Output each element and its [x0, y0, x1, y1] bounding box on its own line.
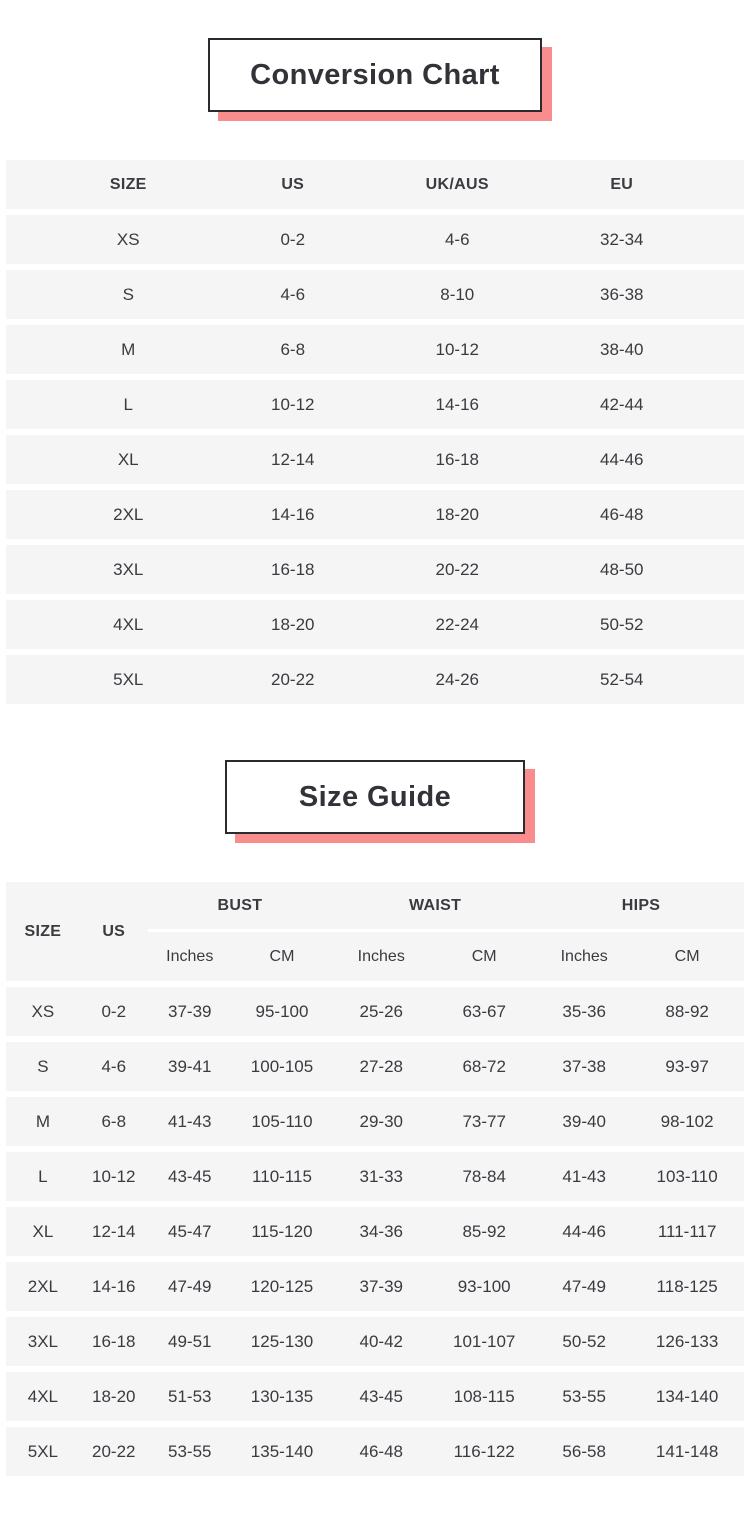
size-cell: 3XL	[113, 560, 144, 579]
value-cell: 47-49	[168, 1277, 212, 1296]
column-header-us: US	[102, 922, 126, 940]
column-header-size: SIZE	[109, 175, 147, 193]
conversion-chart-table	[6, 160, 744, 704]
value-cell: 8-10	[440, 285, 475, 304]
value-cell: 6-8	[280, 340, 306, 359]
value-cell: 78-84	[462, 1167, 506, 1186]
value-cell: 41-43	[562, 1167, 606, 1186]
value-cell: 12-14	[92, 1222, 136, 1241]
value-cell: 93-97	[665, 1057, 709, 1076]
conversion-chart-title: Conversion Chart	[250, 58, 500, 91]
value-cell: 22-24	[435, 615, 479, 634]
value-cell: 52-54	[600, 670, 644, 689]
value-cell: 14-16	[271, 505, 315, 524]
subheader-hips-inches: Inches	[560, 947, 608, 965]
size-guide-title: Size Guide	[298, 780, 452, 813]
conversion-table-row	[6, 545, 744, 594]
size-cell: S	[37, 1057, 49, 1076]
column-group-hips: HIPS	[538, 882, 744, 932]
value-cell: 14-16	[92, 1277, 136, 1296]
value-cell: 31-33	[359, 1167, 403, 1186]
value-cell: 46-48	[600, 505, 644, 524]
value-cell: 120-125	[250, 1277, 314, 1296]
value-cell: 101-107	[452, 1332, 516, 1351]
conversion-chart-title-box	[208, 38, 542, 112]
conversion-table-row	[6, 655, 744, 704]
value-cell: 47-49	[562, 1277, 606, 1296]
value-cell: 53-55	[562, 1387, 606, 1406]
value-cell: 18-20	[92, 1387, 136, 1406]
size-guide-table-row	[6, 1042, 744, 1091]
value-cell: 135-140	[250, 1442, 314, 1461]
value-cell: 25-26	[359, 1002, 403, 1021]
value-cell: 37-39	[168, 1002, 212, 1021]
value-cell: 88-92	[665, 1002, 709, 1021]
value-cell: 126-133	[655, 1332, 719, 1351]
value-cell: 6-8	[101, 1112, 127, 1131]
value-cell: 98-102	[660, 1112, 714, 1131]
value-cell: 45-47	[168, 1222, 212, 1241]
size-guide-header	[6, 882, 744, 981]
size-guide-table-row	[6, 1372, 744, 1421]
value-cell: 0-2	[101, 1002, 127, 1021]
value-cell: 37-39	[359, 1277, 403, 1296]
value-cell: 16-18	[271, 560, 315, 579]
value-cell: 110-115	[252, 1167, 312, 1186]
value-cell: 43-45	[359, 1387, 403, 1406]
value-cell: 4-6	[101, 1057, 127, 1076]
size-guide-table	[6, 882, 744, 1476]
value-cell: 29-30	[359, 1112, 403, 1131]
value-cell: 20-22	[271, 670, 315, 689]
value-cell: 73-77	[462, 1112, 506, 1131]
subheader-bust-cm: CM	[269, 947, 295, 965]
size-guide-table-row	[6, 1317, 744, 1366]
conversion-chart-header-row	[6, 160, 744, 209]
size-cell: M	[35, 1112, 50, 1131]
value-cell: 95-100	[255, 1002, 309, 1021]
value-cell: 42-44	[600, 395, 644, 414]
value-cell: 10-12	[92, 1167, 136, 1186]
value-cell: 16-18	[435, 450, 479, 469]
value-cell: 32-34	[600, 230, 644, 249]
value-cell: 12-14	[271, 450, 315, 469]
value-cell: 49-51	[168, 1332, 212, 1351]
size-cell: 4XL	[113, 615, 144, 634]
value-cell: 134-140	[655, 1387, 719, 1406]
size-cell: 5XL	[113, 670, 144, 689]
size-cell: 4XL	[27, 1387, 59, 1406]
subheader-waist-inches: Inches	[357, 947, 405, 965]
subheader-bust-inches: Inches	[166, 947, 214, 965]
value-cell: 20-22	[92, 1442, 136, 1461]
value-cell: 111-117	[657, 1222, 717, 1241]
conversion-table-row	[6, 380, 744, 429]
value-cell: 105-110	[251, 1112, 313, 1131]
size-guide-body	[6, 987, 744, 1476]
value-cell: 39-41	[168, 1057, 212, 1076]
size-guide-table-row	[6, 1207, 744, 1256]
value-cell: 63-67	[462, 1002, 506, 1021]
value-cell: 18-20	[435, 505, 479, 524]
column-header-uk-aus: UK/AUS	[425, 175, 489, 193]
size-cell: M	[121, 340, 136, 359]
size-cell: XS	[31, 1002, 55, 1021]
value-cell: 93-100	[457, 1277, 511, 1296]
conversion-table-row	[6, 600, 744, 649]
value-cell: 125-130	[250, 1332, 314, 1351]
size-guide-table-row	[6, 1427, 744, 1476]
size-cell: XS	[116, 230, 140, 249]
value-cell: 10-12	[435, 340, 479, 359]
value-cell: 50-52	[600, 615, 644, 634]
value-cell: 34-36	[359, 1222, 403, 1241]
value-cell: 43-45	[168, 1167, 212, 1186]
size-guide-table-row	[6, 1262, 744, 1311]
conversion-table-row	[6, 215, 744, 264]
size-cell: XL	[117, 450, 139, 469]
value-cell: 68-72	[462, 1057, 506, 1076]
value-cell: 108-115	[453, 1387, 515, 1406]
value-cell: 40-42	[359, 1332, 403, 1351]
size-cell: L	[38, 1167, 48, 1186]
value-cell: 36-38	[600, 285, 644, 304]
size-cell: 2XL	[27, 1277, 59, 1296]
value-cell: 44-46	[600, 450, 644, 469]
value-cell: 118-125	[656, 1277, 718, 1296]
size-guide-table-row	[6, 1097, 744, 1146]
conversion-chart-body	[6, 215, 744, 704]
value-cell: 141-148	[655, 1442, 719, 1461]
size-cell: S	[122, 285, 134, 304]
value-cell: 4-6	[444, 230, 470, 249]
value-cell: 103-110	[656, 1167, 718, 1186]
size-cell: L	[123, 395, 133, 414]
size-guide-title-row	[0, 760, 750, 834]
size-guide-table-row	[6, 1152, 744, 1201]
column-header-us: US	[281, 175, 305, 193]
conversion-table-row	[6, 435, 744, 484]
column-group-bust: BUST	[148, 882, 332, 932]
value-cell: 16-18	[92, 1332, 136, 1351]
value-cell: 85-92	[462, 1222, 506, 1241]
value-cell: 0-2	[280, 230, 306, 249]
value-cell: 115-120	[251, 1222, 313, 1241]
value-cell: 41-43	[168, 1112, 212, 1131]
value-cell: 48-50	[600, 560, 644, 579]
value-cell: 18-20	[271, 615, 315, 634]
conversion-table-row	[6, 270, 744, 319]
size-chart-page	[0, 38, 750, 1532]
value-cell: 56-58	[562, 1442, 606, 1461]
subheader-waist-cm: CM	[471, 947, 497, 965]
value-cell: 100-105	[250, 1057, 314, 1076]
size-guide-table-row	[6, 987, 744, 1036]
value-cell: 37-38	[562, 1057, 606, 1076]
value-cell: 4-6	[280, 285, 306, 304]
value-cell: 10-12	[271, 395, 315, 414]
size-cell: 3XL	[27, 1332, 59, 1351]
value-cell: 24-26	[435, 670, 479, 689]
column-group-waist: WAIST	[332, 882, 538, 932]
column-header-size: SIZE	[24, 922, 62, 940]
size-guide-title-box	[225, 760, 525, 834]
value-cell: 50-52	[562, 1332, 606, 1351]
value-cell: 14-16	[435, 395, 479, 414]
value-cell: 44-46	[562, 1222, 606, 1241]
value-cell: 38-40	[600, 340, 644, 359]
column-header-eu: EU	[610, 175, 634, 193]
subheader-hips-cm: CM	[674, 947, 700, 965]
value-cell: 35-36	[562, 1002, 606, 1021]
value-cell: 27-28	[359, 1057, 403, 1076]
size-cell: 5XL	[27, 1442, 59, 1461]
value-cell: 39-40	[562, 1112, 606, 1131]
value-cell: 51-53	[168, 1387, 212, 1406]
value-cell: 53-55	[168, 1442, 212, 1461]
size-cell: XL	[32, 1222, 54, 1241]
value-cell: 130-135	[250, 1387, 314, 1406]
conversion-table-row	[6, 325, 744, 374]
size-cell: 2XL	[113, 505, 144, 524]
value-cell: 20-22	[435, 560, 479, 579]
value-cell: 116-122	[453, 1442, 515, 1461]
conversion-chart-title-row	[0, 38, 750, 112]
value-cell: 46-48	[359, 1442, 403, 1461]
conversion-table-row	[6, 490, 744, 539]
